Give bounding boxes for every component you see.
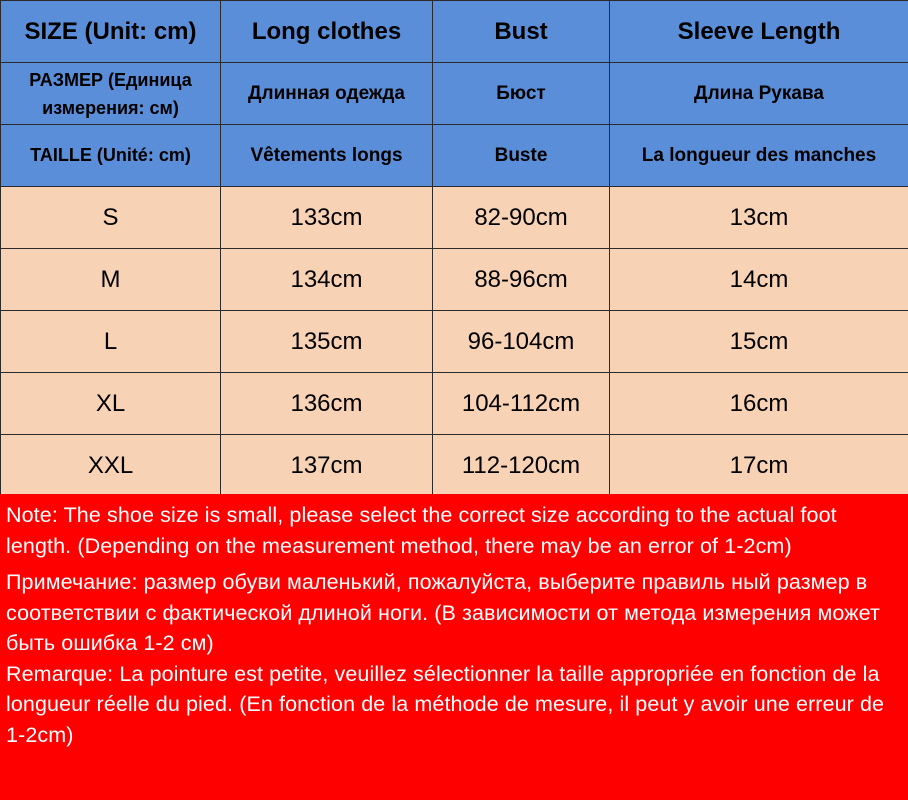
sleeve-cell: 17cm xyxy=(610,435,908,497)
header-size-ru: РАЗМЕР (Единица измерения: см) xyxy=(1,63,221,125)
header-bust-ru: Бюст xyxy=(433,63,610,125)
header-long-clothes-fr: Vêtements longs xyxy=(221,125,433,187)
table-row xyxy=(1,249,908,311)
header-sleeve-length-ru: Длина Рукава xyxy=(610,63,908,125)
note-french: Remarque: La pointure est petite, veuillez sélectionner la taille appropriée en fonction de la longueur réelle du pied. (En fonction de la méthode de mesure, il peut y avoir une erreur de 1-2cm) xyxy=(6,661,885,747)
bust-cell: 88-96cm xyxy=(433,249,610,311)
length-cell: 136cm xyxy=(221,373,433,435)
bust-cell: 112-120cm xyxy=(433,435,610,497)
size-cell: L xyxy=(1,311,221,373)
header-long-clothes: Long clothes xyxy=(221,1,433,63)
sleeve-cell: 14cm xyxy=(610,249,908,311)
note-box xyxy=(0,494,908,800)
table-row xyxy=(1,311,908,373)
size-cell: S xyxy=(1,187,221,249)
length-cell: 134cm xyxy=(221,249,433,311)
size-cell: XL xyxy=(1,373,221,435)
header-size-fr: TAILLE (Unité: cm) xyxy=(1,125,221,187)
sleeve-cell: 15cm xyxy=(610,311,908,373)
header-row-russian xyxy=(1,63,908,125)
length-cell: 135cm xyxy=(221,311,433,373)
size-cell: XXL xyxy=(1,435,221,497)
length-cell: 133cm xyxy=(221,187,433,249)
size-cell: M xyxy=(1,249,221,311)
header-size: SIZE (Unit: cm) xyxy=(1,1,221,63)
sleeve-cell: 16cm xyxy=(610,373,908,435)
header-sleeve-length-fr: La longueur des manches xyxy=(610,125,908,187)
note-english: Note: The shoe size is small, please select the correct size according to the actual foot length. (Depending on the measurement method, there may be an error of 1-2cm) xyxy=(6,503,837,558)
table-row xyxy=(1,373,908,435)
header-bust-fr: Buste xyxy=(433,125,610,187)
table-row xyxy=(1,435,908,497)
sleeve-cell: 13cm xyxy=(610,187,908,249)
bust-cell: 82-90cm xyxy=(433,187,610,249)
bust-cell: 104-112cm xyxy=(433,373,610,435)
header-row-english xyxy=(1,1,908,63)
table-row xyxy=(1,187,908,249)
header-row-french xyxy=(1,125,908,187)
header-long-clothes-ru: Длинная одежда xyxy=(221,63,433,125)
note-russian: Примечание: размер обуви маленький, пожалуйста, выберите правиль ный размер в соответствии с фактической длиной ноги. (В зависимости от метода измерения может быть ошибка 1-2 см) xyxy=(6,570,880,655)
header-bust: Bust xyxy=(433,1,610,63)
length-cell: 137cm xyxy=(221,435,433,497)
bust-cell: 96-104cm xyxy=(433,311,610,373)
header-sleeve-length: Sleeve Length xyxy=(610,1,908,63)
